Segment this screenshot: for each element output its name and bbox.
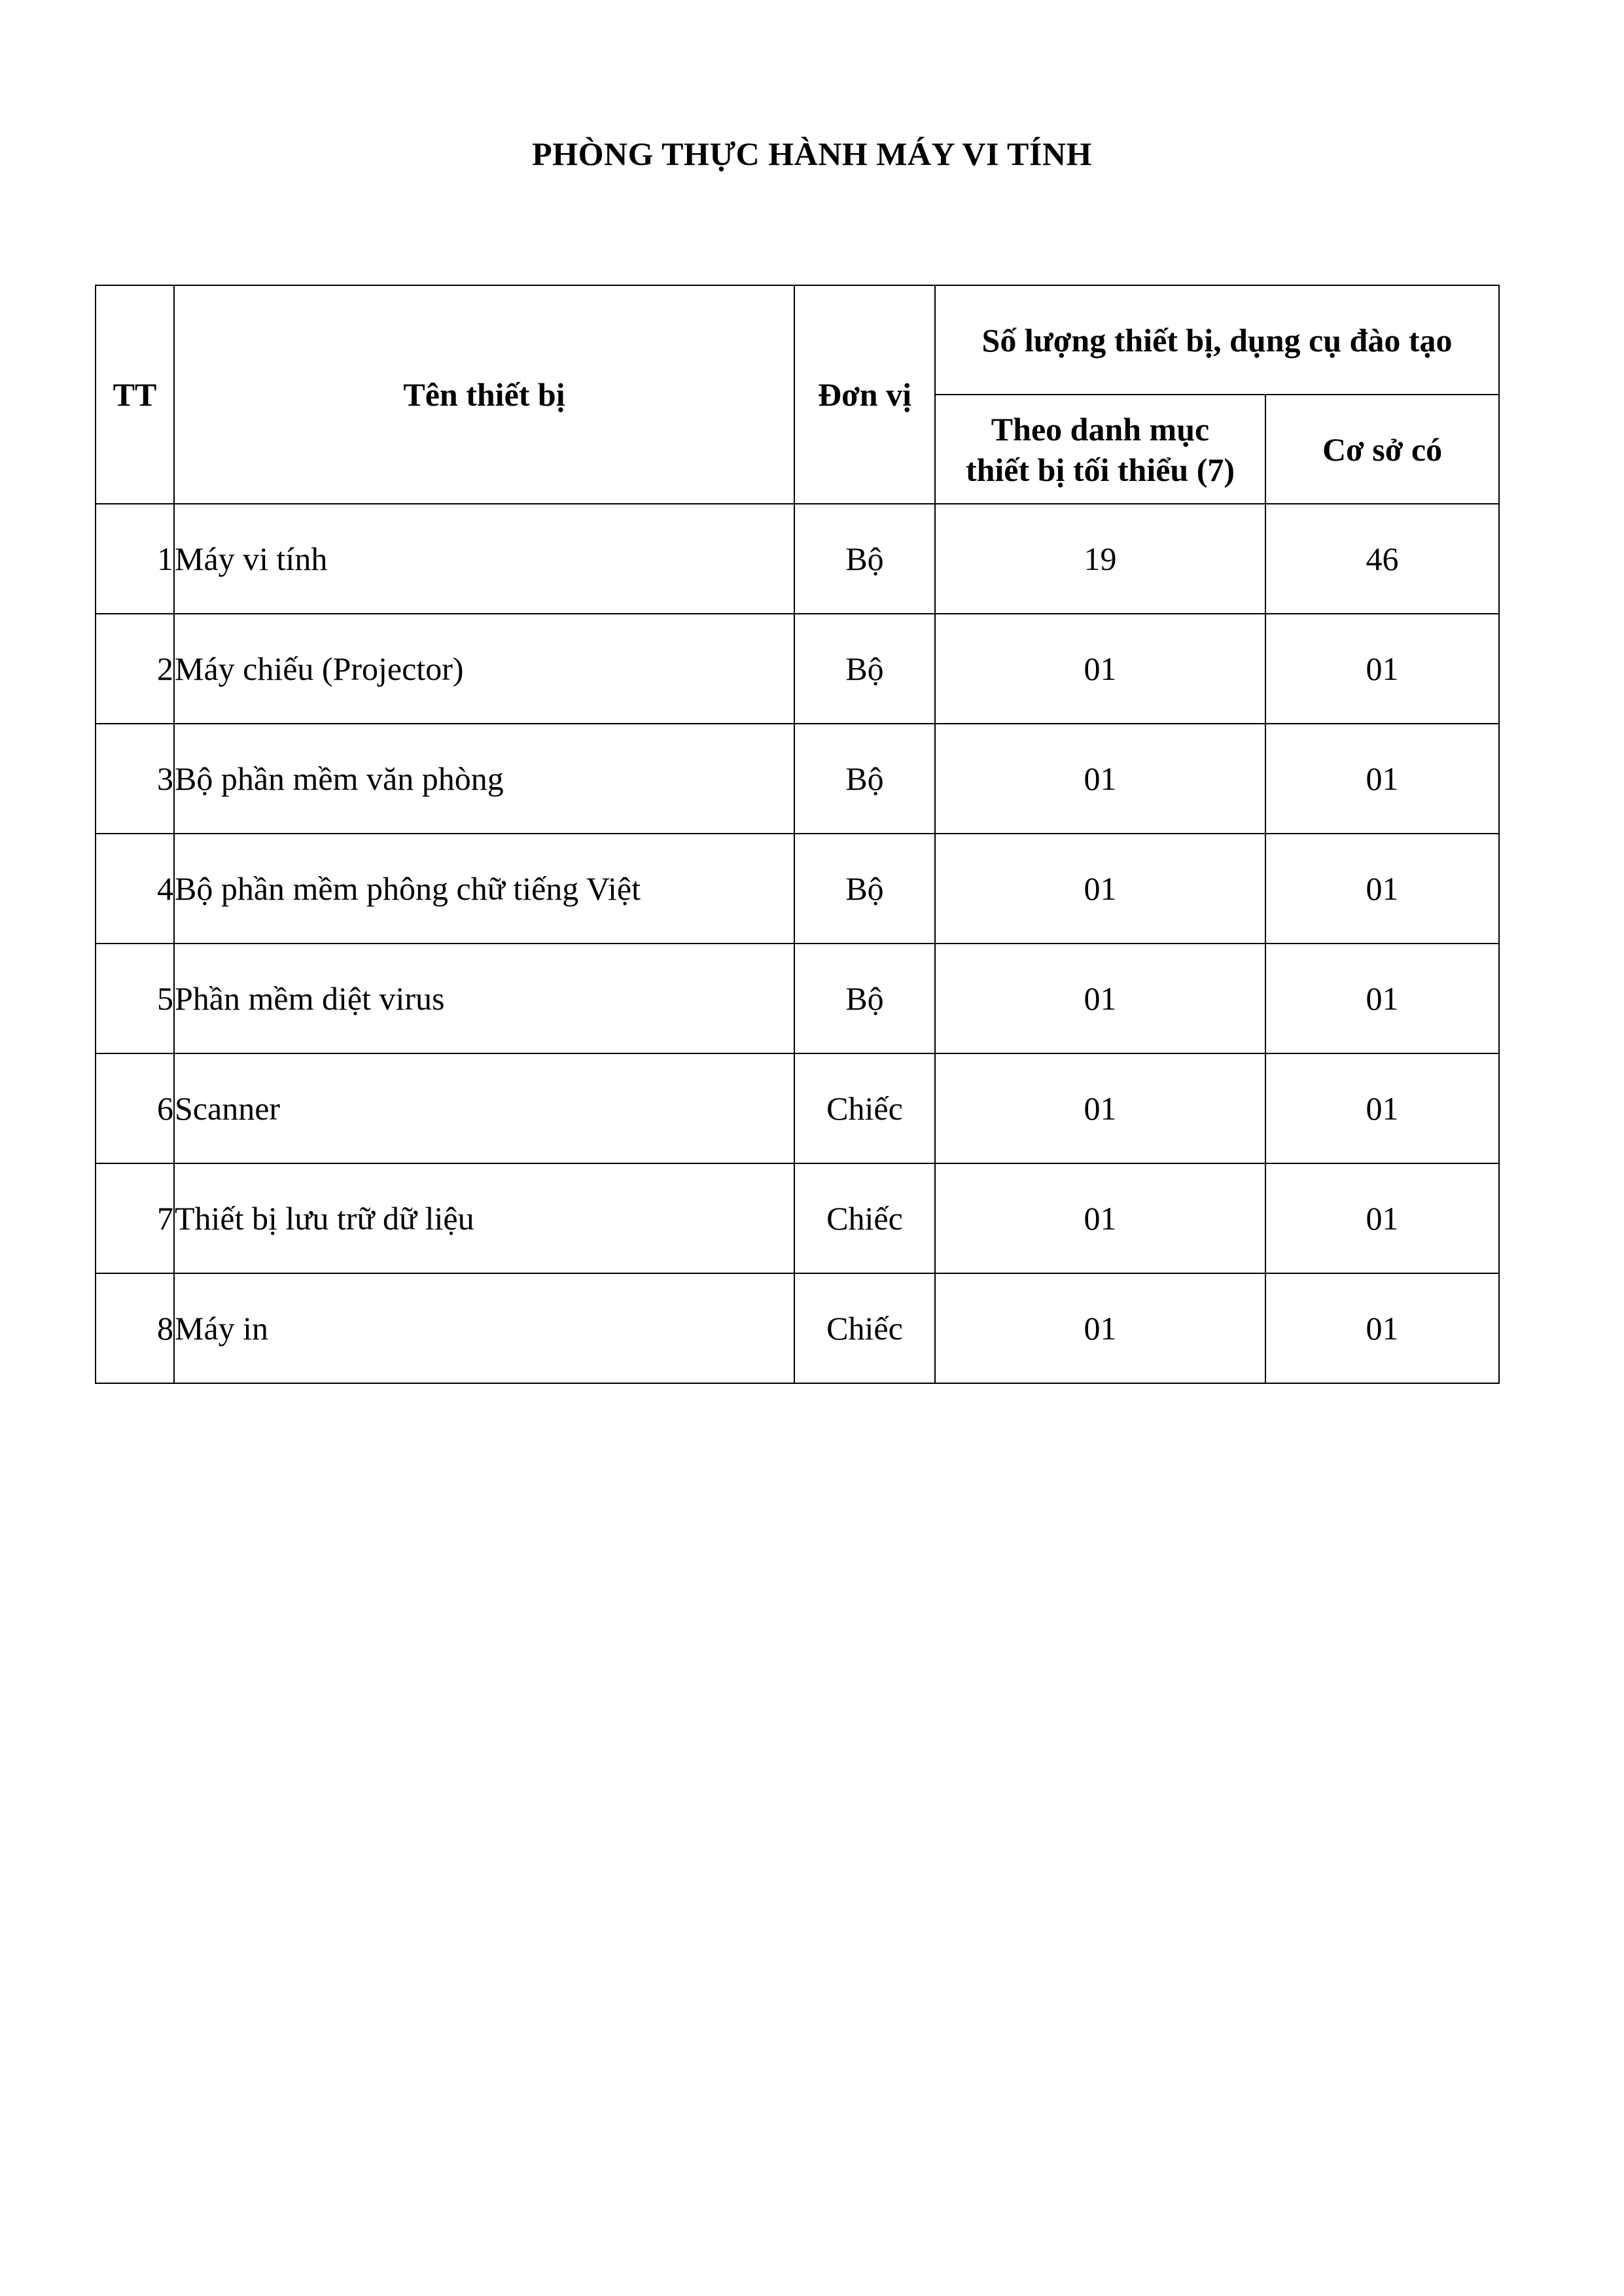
cell-unit: Bộ [794,944,935,1053]
table-row [96,504,1499,614]
cell-tt: 3 [96,724,174,834]
cell-unit: Bộ [794,834,935,944]
cell-minimum-quantity: 01 [935,724,1265,834]
cell-equipment-name: Phần mềm diệt virus [174,944,794,1053]
cell-minimum-quantity: 01 [935,1163,1265,1273]
cell-equipment-name: Thiết bị lưu trữ dữ liệu [174,1163,794,1273]
table-row [96,944,1499,1053]
header-row-1 [96,285,1499,395]
table-header [96,285,1499,504]
cell-unit: Bộ [794,724,935,834]
cell-tt: 4 [96,834,174,944]
cell-minimum-quantity: 01 [935,834,1265,944]
header-minimum-list [935,395,1265,504]
header-unit: Đơn vị [794,285,935,504]
cell-tt: 7 [96,1163,174,1273]
cell-facility-quantity: 01 [1265,1053,1499,1163]
table-row [96,1053,1499,1163]
cell-minimum-quantity: 01 [935,1273,1265,1383]
cell-tt: 2 [96,614,174,724]
cell-facility-quantity: 01 [1265,1163,1499,1273]
cell-unit: Chiếc [794,1163,935,1273]
cell-minimum-quantity: 01 [935,1053,1265,1163]
cell-facility-quantity: 01 [1265,834,1499,944]
table-row [96,1273,1499,1383]
cell-facility-quantity: 01 [1265,944,1499,1053]
cell-equipment-name: Máy chiếu (Projector) [174,614,794,724]
cell-equipment-name: Máy in [174,1273,794,1383]
header-tt: TT [96,285,174,504]
cell-tt: 8 [96,1273,174,1383]
equipment-table [95,285,1500,1384]
header-facility-has: Cơ sở có [1265,395,1499,504]
cell-equipment-name: Bộ phần mềm văn phòng [174,724,794,834]
header-minimum-list-line-1: Theo danh mục [991,410,1210,448]
cell-equipment-name: Bộ phần mềm phông chữ tiếng Việt [174,834,794,944]
table-body [96,504,1499,1383]
header-minimum-list-line-2: thiết bị tối thiểu (7) [965,451,1235,488]
cell-facility-quantity: 01 [1265,724,1499,834]
cell-minimum-quantity: 01 [935,614,1265,724]
header-equipment-name: Tên thiết bị [174,285,794,504]
cell-unit: Bộ [794,614,935,724]
page-title: PHÒNG THỰC HÀNH MÁY VI TÍNH [532,135,1092,172]
cell-tt: 1 [96,504,174,614]
cell-tt: 6 [96,1053,174,1163]
cell-unit: Chiếc [794,1053,935,1163]
cell-facility-quantity: 01 [1265,1273,1499,1383]
cell-facility-quantity: 46 [1265,504,1499,614]
cell-minimum-quantity: 01 [935,944,1265,1053]
cell-unit: Bộ [794,504,935,614]
table-row [96,614,1499,724]
table-row [96,724,1499,834]
cell-equipment-name: Máy vi tính [174,504,794,614]
header-quantity-group: Số lượng thiết bị, dụng cụ đào tạo [935,285,1499,395]
cell-equipment-name: Scanner [174,1053,794,1163]
table-row [96,834,1499,944]
cell-unit: Chiếc [794,1273,935,1383]
cell-tt: 5 [96,944,174,1053]
cell-facility-quantity: 01 [1265,614,1499,724]
cell-minimum-quantity: 19 [935,504,1265,614]
table-row [96,1163,1499,1273]
